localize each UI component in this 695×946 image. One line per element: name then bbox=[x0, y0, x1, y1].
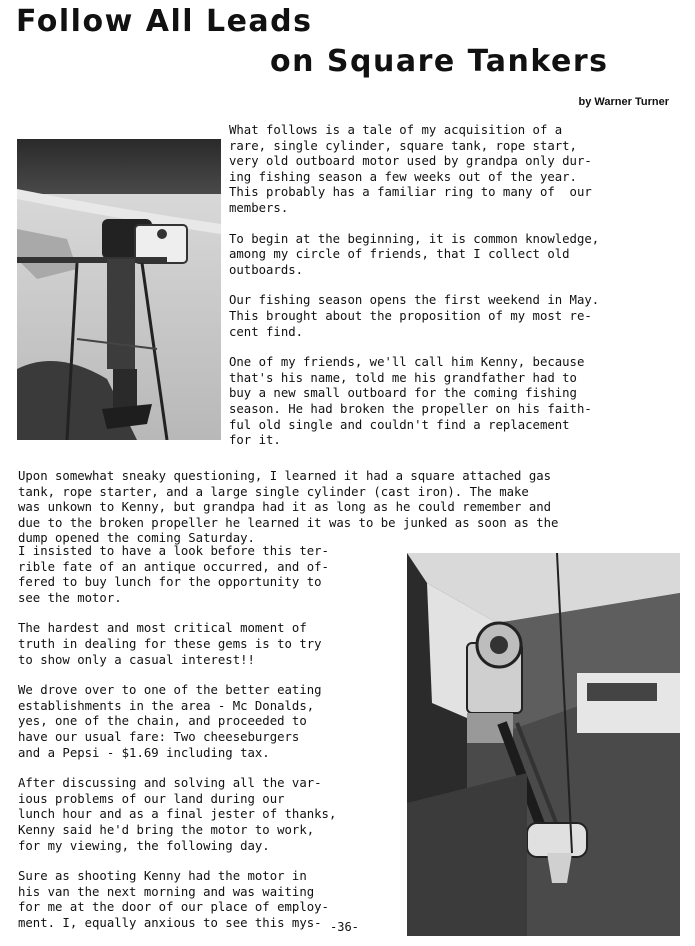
article-column-top-right bbox=[229, 123, 599, 464]
paragraph: After discussing and solving all the var- ious problems of our land during our lunch hour and as a final jester of thanks, Kenny said he'd bring the motor to work, for my viewing, the following day. bbox=[18, 776, 337, 853]
outboard-motor-photo-1 bbox=[17, 139, 221, 440]
paragraph: The hardest and most critical moment of truth in dealing for these gems is to try to show only a casual interest!! bbox=[18, 621, 322, 667]
paragraph: I insisted to have a look before this ter- rible fate of an antique occurred, and of- fered to buy lunch for the opportunity to see the motor. bbox=[18, 544, 329, 605]
title-line-1: Follow All Leads bbox=[16, 4, 313, 39]
article-column-bottom-left bbox=[18, 544, 336, 946]
paragraph: Our fishing season opens the first weekend in May. This brought about the proposition of my most re- cent find. bbox=[229, 293, 600, 339]
paragraph: One of my friends, we'll call him Kenny, because that's his name, told me his grandfather had to buy a new small outboard for the coming fishing season. He had broken the propeller on his faith- ful old single and couldn't find a replacement for it. bbox=[229, 355, 592, 448]
paragraph: We drove over to one of the better eating establishments in the area - Mc Donalds, yes, one of the chain, and proceeded to have our usual fare: Two cheeseburgers and a Pepsi - $1.69 including tax. bbox=[18, 683, 322, 760]
title-line-2: on Square Tankers bbox=[270, 44, 609, 79]
paragraph: What follows is a tale of my acquisition of a rare, single cylinder, square tank, rope start, very old outboard motor used by grandpa only dur- ing fishing season a few weeks out of the year. This probably has a familiar ring to many of our members. bbox=[229, 123, 592, 215]
paragraph: Sure as shooting Kenny had the motor in his van the next morning and was waiting for me at the door of our place of employ- ment. I, equally anxious to see this mys- bbox=[18, 869, 329, 930]
byline: by Warner Turner bbox=[578, 96, 669, 108]
paragraph: To begin at the beginning, it is common knowledge, among my circle of friends, that I collect old outboards. bbox=[229, 231, 600, 277]
outboard-motor-photo-2 bbox=[407, 553, 680, 936]
paragraph: Upon somewhat sneaky questioning, I learned it had a square attached gas tank, rope starter, and a large single cylinder (cast iron). The make was unkown to Kenny, but grandpa had it as long as he could remember and due to the broken propeller he learned it was to be junked as soon as the dump opened the coming Saturday. bbox=[18, 469, 559, 546]
page-number: -36- bbox=[330, 920, 359, 934]
